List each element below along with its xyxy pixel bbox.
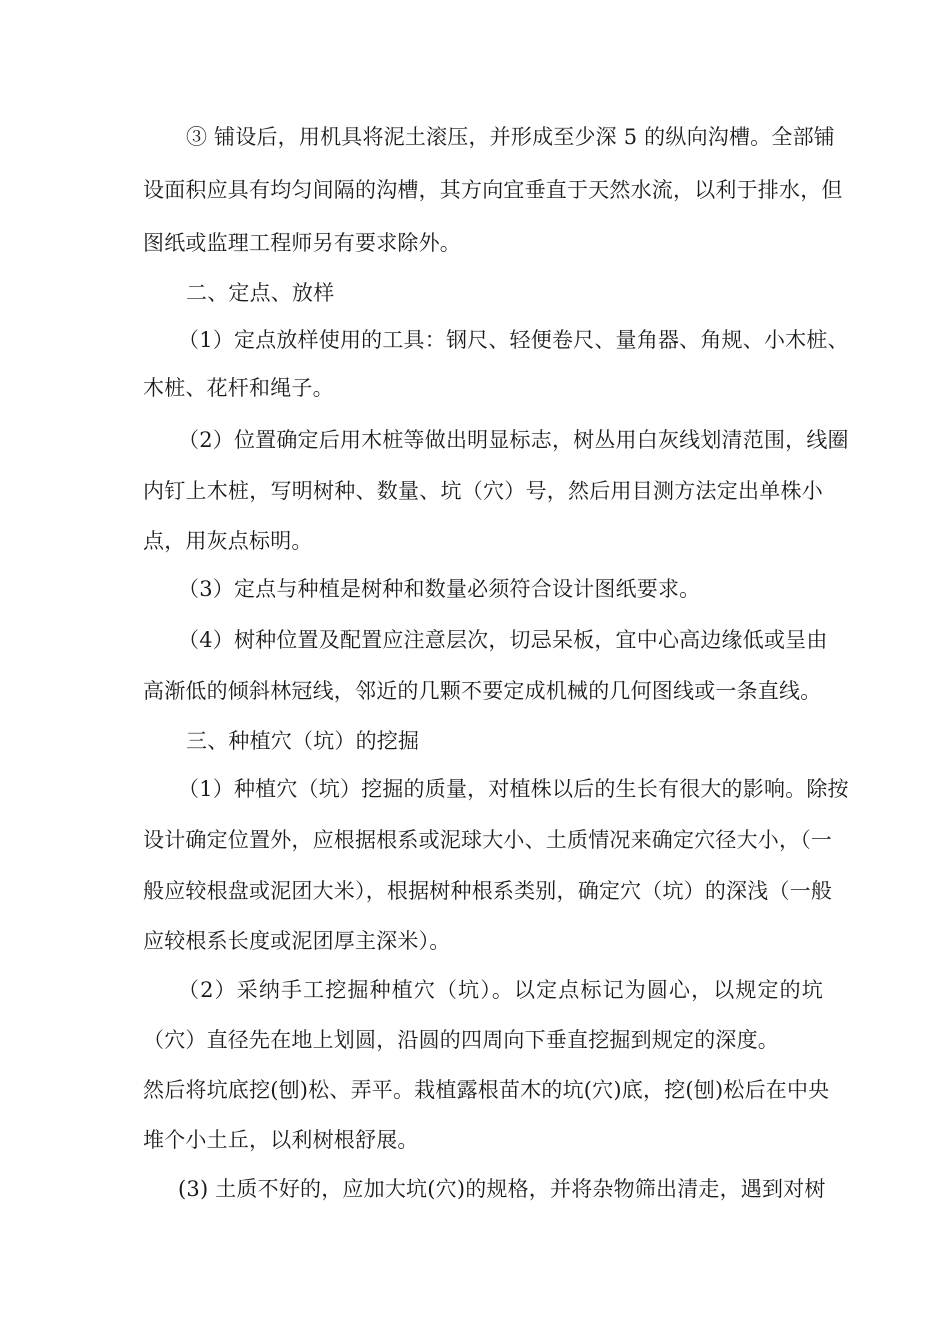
section-heading: 三、种植穴（坑）的挖掘 [186, 729, 420, 753]
text-line: 高渐低的倾斜林冠线，邻近的几颗不要定成机械的几何图线或一条直线。 [143, 679, 822, 703]
text-line: （4）树种位置及配置应注意层次，切忌呆板，宜中心高边缘低或呈由 [178, 628, 828, 652]
text-line: （2）位置确定后用木桩等做出明显标志，树丛用白灰线划清范围，线圈 [178, 428, 849, 452]
text-line: 然后将坑底挖(刨)松、弄平。栽植露根苗木的坑(穴)底，挖(刨)松后在中央 [143, 1078, 830, 1102]
text-line: （1）定点放样使用的工具：钢尺、轻便卷尺、量角器、角规、小木桩、 [178, 328, 849, 352]
text-line: 设面积应具有均匀间隔的沟槽，其方向宜垂直于天然水流，以利于排水，但 [143, 178, 843, 202]
text-line: 般应较根盘或泥团大米），根据树种根系类别，确定穴（坑）的深浅（一般 [143, 879, 833, 903]
text-line: ③ 铺设后，用机具将泥土滚压，并形成至少深 5 的纵向沟槽。全部铺 [186, 125, 835, 149]
text-line: 内钉上木桩，写明树种、数量、坑（穴）号，然后用目测方法定出单株小 [143, 479, 823, 503]
text-line: （1）种植穴（坑）挖掘的质量，对植株以后的生长有很大的影响。除按 [178, 777, 849, 801]
text-line: 木桩、花杆和绳子。 [143, 376, 334, 400]
text-line: (3) 土质不好的，应加大坑(穴)的规格，并将杂物筛出清走，遇到对树 [178, 1177, 826, 1201]
text-line: 图纸或监理工程师另有要求除外。 [143, 231, 461, 255]
text-line: 点，用灰点标明。 [143, 529, 313, 553]
text-line: （3）定点与种植是树种和数量必须符合设计图纸要求。 [178, 577, 701, 601]
text-line: 堆个小土丘，以利树根舒展。 [143, 1128, 419, 1152]
text-line: 设计确定位置外，应根据根系或泥球大小、土质情况来确定穴径大小，（一 [143, 828, 833, 852]
text-line: （2）采纳手工挖掘种植穴（坑）。以定点标记为圆心，以规定的坑 [178, 978, 823, 1002]
section-heading: 二、定点、放样 [186, 281, 335, 305]
text-line: （穴）直径先在地上划圆，沿圆的四周向下垂直挖掘到规定的深度。 [143, 1028, 779, 1052]
text-line: 应较根系长度或泥团厚主深米）。 [143, 929, 451, 953]
